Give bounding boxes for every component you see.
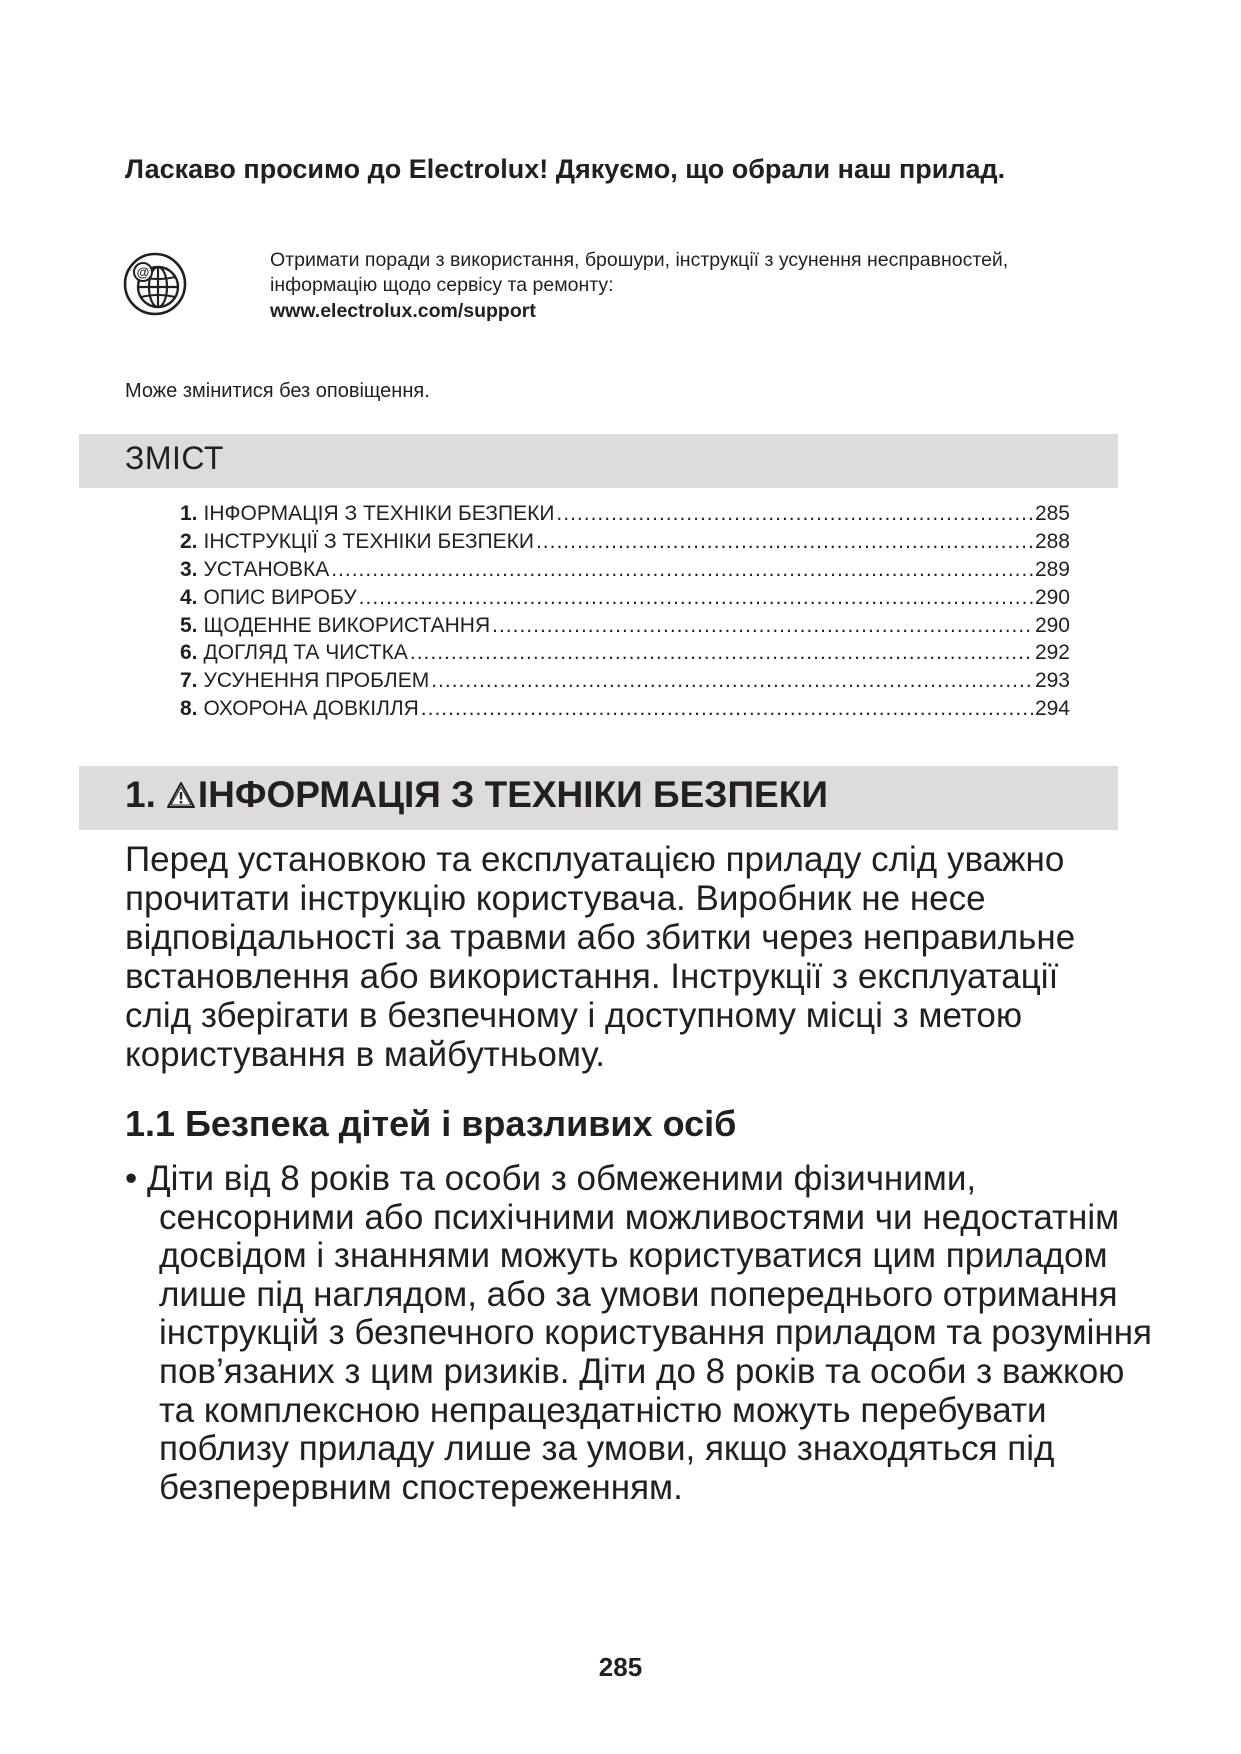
support-line-1: Отримати поради з використання, брошури, інструкції з усунення несправностей, bbox=[270, 249, 1009, 271]
toc-entry-label: ЩОДЕННЕ ВИКОРИСТАННЯ bbox=[203, 613, 491, 637]
toc-leader-dots bbox=[492, 612, 1033, 640]
subsection-title: 1.1 Безпека дітей і вразливих осіб bbox=[125, 1103, 737, 1144]
toc-leader-dots bbox=[421, 695, 1033, 723]
toc-title: ЗМІСТ bbox=[125, 440, 224, 476]
toc-entry-number: 6. bbox=[180, 641, 198, 665]
toc-entry-label: ІНФОРМАЦІЯ З ТЕХНІКИ БЕЗПЕКИ bbox=[203, 502, 555, 525]
toc-leader-dots bbox=[556, 500, 1033, 528]
toc-entry-label: УСТАНОВКА bbox=[203, 557, 330, 581]
toc-entry-number: 5. bbox=[180, 613, 198, 637]
globe-at-icon bbox=[122, 251, 188, 317]
toc-entry-page: 289 bbox=[1034, 557, 1070, 581]
page-number: 285 bbox=[598, 1652, 643, 1682]
toc-entry[interactable] bbox=[180, 528, 1070, 556]
toc-entry[interactable] bbox=[180, 556, 1070, 584]
toc-entry-page: 288 bbox=[1034, 529, 1070, 553]
toc-entry-page: 290 bbox=[1034, 613, 1070, 637]
toc-header-band bbox=[79, 434, 1118, 488]
toc-entry[interactable] bbox=[180, 667, 1070, 695]
support-link[interactable]: www.electrolux.com/support bbox=[270, 299, 536, 322]
table-of-contents bbox=[180, 500, 1070, 723]
toc-entry[interactable] bbox=[180, 695, 1070, 723]
toc-leader-dots bbox=[431, 667, 1033, 695]
support-line-2: інформацію щодо сервісу та ремонту: bbox=[270, 274, 614, 297]
toc-entry[interactable] bbox=[180, 639, 1070, 667]
toc-entry-number: 2. bbox=[180, 529, 198, 553]
toc-entry-label: ОХОРОНА ДОВКІЛЛЯ bbox=[203, 697, 419, 721]
section-number: 1. bbox=[125, 774, 156, 815]
svg-text:@: @ bbox=[136, 264, 150, 280]
toc-leader-dots bbox=[331, 556, 1033, 584]
change-notice: Може змінитися без оповіщення. bbox=[125, 380, 430, 402]
toc-entry[interactable] bbox=[180, 612, 1070, 640]
section-title-text: ІНФОРМАЦІЯ З ТЕХНІКИ БЕЗПЕКИ bbox=[197, 774, 828, 815]
safety-intro: Перед установкою та експлуатацією приладу слід уважно прочитати інструкцію користувача. Виробник не несе відповідальності за травми або збитки через неправильне встановлення або використання. Інструкції з експлуатації слід зберігати в безпечному і доступному місці з метою користування в майбутньому. bbox=[125, 840, 1076, 1074]
toc-entry-number: 1. bbox=[180, 502, 198, 525]
toc-entry-label: ІНСТРУКЦІЇ З ТЕХНІКИ БЕЗПЕКИ bbox=[203, 529, 534, 553]
welcome-heading: Ласкаво просимо до Electrolux! Дякуємо, що обрали наш прилад. bbox=[125, 154, 1006, 184]
toc-entry[interactable] bbox=[180, 500, 1070, 528]
children-safety-bullet: • Діти від 8 років та особи з обмеженими фізичними, сенсорними або психічними можливостями чи недостатнім досвідом і знаннями можуть користуватися цим приладом лише під наглядом, або за умови попереднього отримання інструкцій з безпечного користування приладом та розуміння пов’язаних з цим ризиків. Діти до 8 років та особи з важкою та комплексною непрацездатністю можуть перебувати поблизу приладу лише за умови, якщо знаходяться під безперервним спостереженням. bbox=[125, 1159, 1152, 1507]
toc-entry-page: 294 bbox=[1034, 697, 1070, 721]
toc-entry-label: ДОГЛЯД ТА ЧИСТКА bbox=[203, 641, 408, 665]
toc-entry-page: 285 bbox=[1034, 502, 1070, 525]
toc-entry[interactable] bbox=[180, 584, 1070, 612]
toc-leader-dots bbox=[536, 528, 1033, 556]
warning-icon bbox=[166, 781, 196, 809]
toc-entry-page: 290 bbox=[1034, 585, 1070, 609]
toc-entry-number: 8. bbox=[180, 697, 198, 721]
toc-leader-dots bbox=[410, 639, 1033, 667]
toc-entry-number: 3. bbox=[180, 557, 198, 581]
support-info bbox=[270, 248, 1150, 324]
toc-entry-label: УСУНЕННЯ ПРОБЛЕМ bbox=[203, 669, 430, 693]
section-title bbox=[125, 774, 828, 816]
toc-entry-page: 293 bbox=[1034, 669, 1070, 693]
toc-entry-number: 7. bbox=[180, 669, 198, 693]
toc-entry-page: 292 bbox=[1034, 641, 1070, 665]
toc-entry-number: 4. bbox=[180, 585, 198, 609]
toc-entry-label: ОПИС ВИРОБУ bbox=[203, 585, 357, 609]
toc-leader-dots bbox=[359, 584, 1033, 612]
